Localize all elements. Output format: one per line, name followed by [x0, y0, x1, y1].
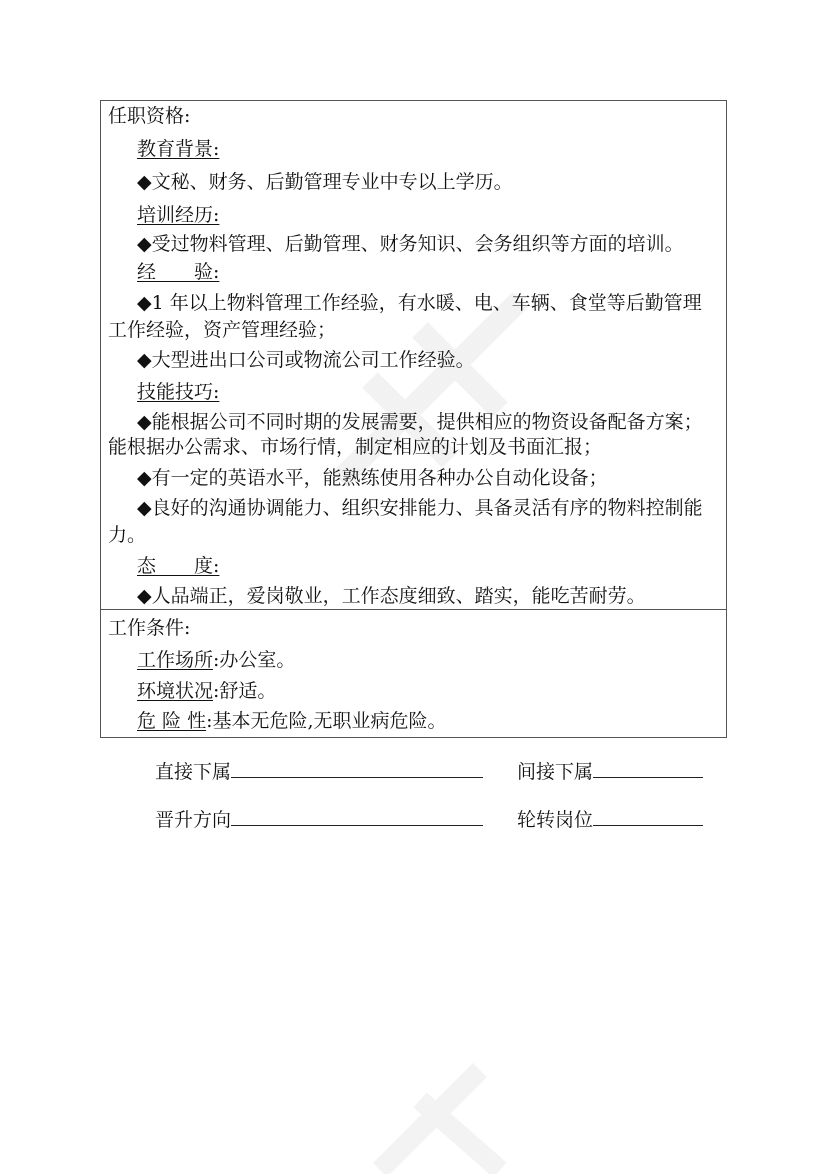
environment-row [137, 681, 276, 701]
watermark-bottom [360, 1060, 560, 1174]
indirect-subordinate-blank[interactable] [593, 760, 703, 778]
experience-text-2: ◆大型进出口公司或物流公司工作经验。 [137, 349, 475, 371]
conditions-title: 工作条件: [108, 617, 191, 639]
environment-label: 环境状况 [137, 680, 214, 702]
direct-subordinate-field [155, 760, 483, 783]
skills-text-1-cont: 能根据办公需求、市场行情，制定相应的计划及书面汇报； [108, 436, 603, 458]
indirect-subordinate-field [517, 760, 703, 783]
direct-subordinate-blank[interactable] [231, 760, 483, 778]
qualifications-title: 任职资格: [108, 105, 191, 127]
attitude-label: 态 度: [137, 555, 220, 577]
skills-text-2: ◆有一定的英语水平，能熟练使用各种办公自动化设备； [137, 467, 608, 489]
promotion-field [155, 808, 483, 831]
risk-row [137, 711, 447, 731]
training-label: 培训经历: [137, 204, 220, 226]
experience-label: 经 验: [137, 261, 220, 283]
education-text: ◆文秘、财务、后勤管理专业中专以上学历。 [137, 171, 513, 193]
skills-text-3: ◆良好的沟通协调能力、组织安排能力、具备灵活有序的物料控制能 [137, 497, 703, 519]
rotation-blank[interactable] [593, 808, 703, 826]
risk-label: 危 险 性 [137, 710, 207, 732]
promotion-label: 晋升方向 [155, 809, 232, 831]
risk-value: :基本无危险,无职业病危险。 [206, 710, 447, 732]
table-divider [100, 609, 727, 610]
training-text: ◆受过物料管理、后勤管理、财务知识、会务组织等方面的培训。 [137, 233, 684, 255]
rotation-label: 轮转岗位 [517, 809, 594, 831]
workplace-value: :办公室。 [213, 649, 296, 671]
skills-label: 技能技巧: [137, 381, 220, 403]
environment-value: :舒适。 [213, 680, 277, 702]
indirect-subordinate-label: 间接下属 [517, 761, 594, 783]
workplace-row [137, 650, 295, 670]
rotation-field [517, 808, 703, 831]
skills-text-3-cont: 力。 [108, 524, 147, 546]
skills-text-1: ◆能根据公司不同时期的发展需要，提供相应的物资设备配备方案； [137, 411, 703, 433]
experience-text-cont: 工作经验，资产管理经验； [108, 319, 337, 341]
attitude-text: ◆人品端正，爱岗敬业，工作态度细致、踏实，能吃苦耐劳。 [137, 585, 646, 607]
workplace-label: 工作场所 [137, 649, 214, 671]
experience-text: ◆1 年以上物料管理工作经验，有水暖、电、车辆、食堂等后勤管理 [137, 292, 702, 314]
direct-subordinate-label: 直接下属 [155, 761, 232, 783]
education-label: 教育背景: [137, 138, 220, 160]
promotion-blank[interactable] [231, 808, 483, 826]
